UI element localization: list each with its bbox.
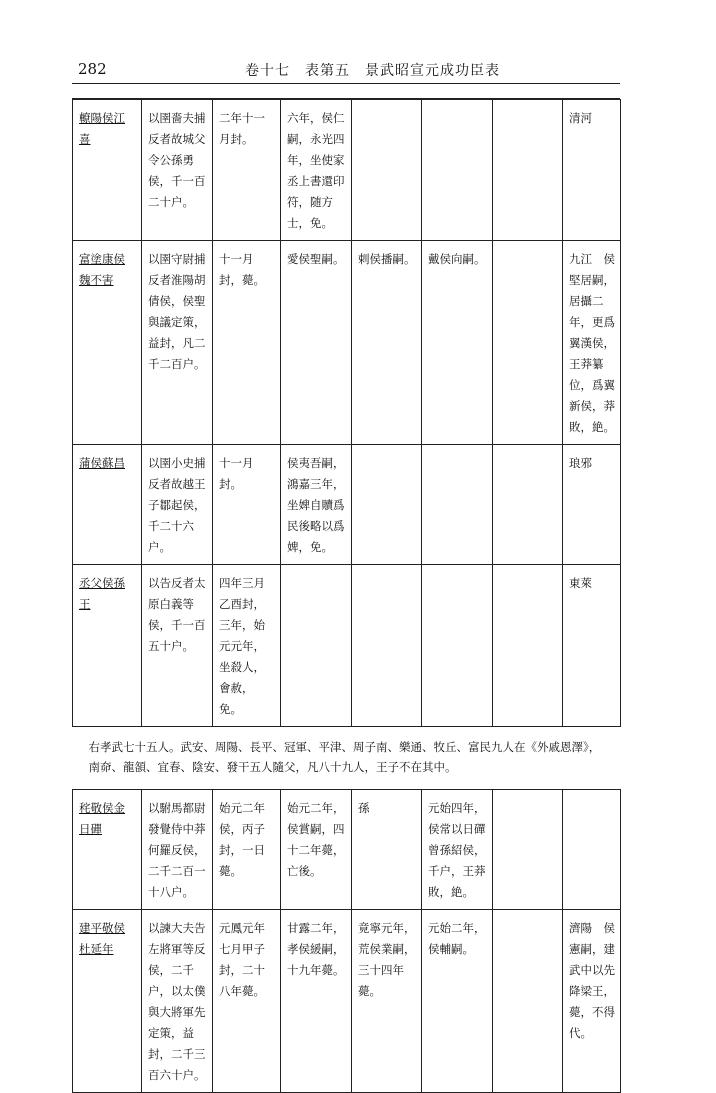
table-cell (493, 790, 563, 910)
fief-cell (563, 790, 621, 910)
fief-cell: 東萊 (563, 565, 621, 727)
summary-row (73, 727, 621, 790)
table-cell: 以圉小史捕反者故越王子鄒起侯，千二十六户。 (142, 445, 213, 565)
table-cell: 二年十一月封。 (213, 100, 281, 241)
table-cell (493, 445, 563, 565)
table-row (73, 100, 621, 241)
table-cell: 始元二年，侯賞嗣，四十二年薨，亡後。 (281, 790, 352, 910)
table-cell: 侯夷吾嗣，鴻嘉三年，坐婢自贖爲民後略以爲婢，免。 (281, 445, 352, 565)
table-cell: 十一月封，薨。 (213, 241, 281, 445)
table-row (73, 241, 621, 445)
table-cell (493, 100, 563, 241)
table-row (73, 445, 621, 565)
table-cell: 以諫大夫告左將軍等反侯，二千户，以太僕與大將軍先定策，益封，二千三百六十户。 (142, 910, 213, 1093)
marquis-name: 建平敬侯杜延年 (73, 910, 142, 1093)
table-cell: 以圉守尉捕反者淮陽胡倩侯，侯聖與議定策，益封，凡二千二百户。 (142, 241, 213, 445)
table-cell: 以駙馬都尉發覺侍中莽何羅反侯，二千二百一十八户。 (142, 790, 213, 910)
table-cell: 以圉嗇夫捕反者故城父令公孫勇侯，千一百二十户。 (142, 100, 213, 241)
table-cell (493, 910, 563, 1093)
table-cell: 元鳳元年七月甲子封，二十八年薨。 (213, 910, 281, 1093)
header-rule (72, 83, 620, 84)
marquis-name: 秺敬侯金日磾 (73, 790, 142, 910)
table-row (73, 565, 621, 727)
table-cell: 甘露二年，孝侯緩嗣，十九年薨。 (281, 910, 352, 1093)
table-cell (352, 445, 422, 565)
table-cell: 始元二年侯，丙子封，一日薨。 (213, 790, 281, 910)
table-cell: 元始二年，侯輔嗣。 (422, 910, 493, 1093)
table-cell: 戴侯向嗣。 (422, 241, 493, 445)
running-head: 卷十七 表第五 景武昭宣元成功臣表 (245, 63, 500, 79)
table-cell (422, 445, 493, 565)
table-cell (493, 241, 563, 445)
table-cell: 以告反者太原白義等侯，千一百五十户。 (142, 565, 213, 727)
table-cell: 元始四年，侯常以日磾曾孫紹侯，千户，王莽敗，絶。 (422, 790, 493, 910)
table-cell (493, 565, 563, 727)
table-row (73, 790, 621, 910)
page-number: 282 (78, 60, 107, 78)
merit-table (72, 98, 620, 1093)
table-cell: 孫 (352, 790, 422, 910)
table-row (73, 910, 621, 1093)
marquis-name: 丞父侯孫王 (73, 565, 142, 727)
table-cell (281, 565, 352, 727)
fief-cell: 九江 侯堅居嗣，居攝二年，更爲翼漢侯，王莽纂位，爲翼新侯，莽敗，絶。 (563, 241, 621, 445)
table-cell: 愛侯聖嗣。 (281, 241, 352, 445)
table-cell (422, 100, 493, 241)
table-cell: 四年三月乙酉封，三年，始元元年，坐殺人，會赦，免。 (213, 565, 281, 727)
table-cell: 六年，侯仁嗣，永光四年，坐使家丞上書還印符，随方士，免。 (281, 100, 352, 241)
table-cell (422, 565, 493, 727)
table-cell: 竟寧元年，荒侯業嗣，三十四年薨。 (352, 910, 422, 1093)
table-cell: 剌侯播嗣。 (352, 241, 422, 445)
marquis-name: 蒲侯蘇昌 (73, 445, 142, 565)
marquis-name: 轑陽侯江喜 (73, 100, 142, 241)
summary-text: 右孝武七十五人。武安、周陽、長平、冠軍、平津、周子南、樂通、牧丘、富民九人在《外戚恩澤》，南奅、龍頟、宜春、陰安、發干五人隨父，凡八十九人，王子不在其中。 (73, 727, 621, 790)
table-cell: 十一月封。 (213, 445, 281, 565)
fief-cell: 琅邪 (563, 445, 621, 565)
table-cell (352, 100, 422, 241)
fief-cell: 濟陽 侯憲嗣，建武中以先降梁王，薨，不得代。 (563, 910, 621, 1093)
marquis-name: 富塗康侯魏不害 (73, 241, 142, 445)
table-cell (352, 565, 422, 727)
fief-cell: 清河 (563, 100, 621, 241)
